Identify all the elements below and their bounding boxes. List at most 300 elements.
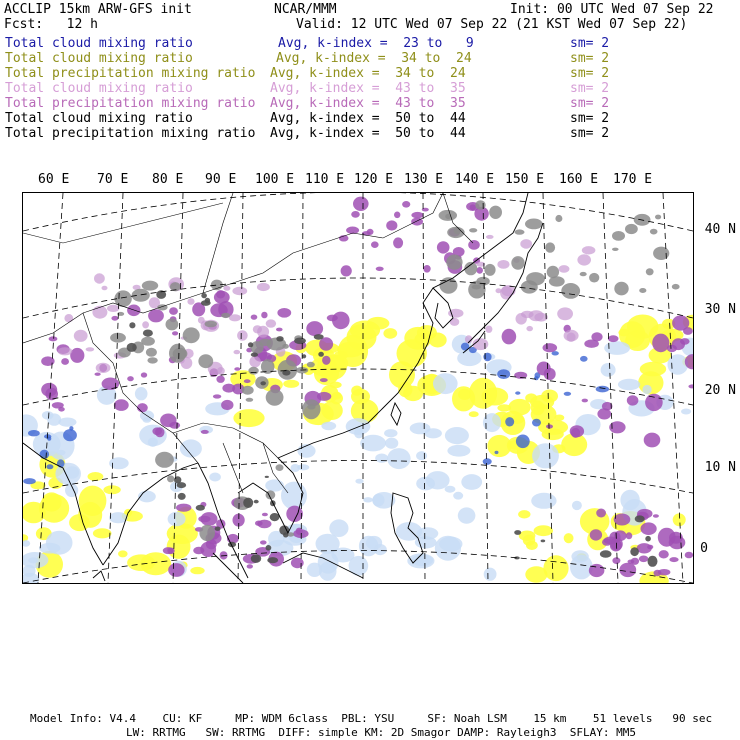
cloud-blob (653, 247, 669, 260)
cloud-blob (525, 219, 543, 230)
cloud-blob (168, 512, 186, 527)
cloud-blob (384, 429, 397, 437)
cloud-blob (497, 260, 509, 269)
cloud-blob (433, 373, 458, 394)
cloud-blob (163, 547, 174, 554)
cloud-blob (209, 473, 221, 482)
cloud-blob (234, 350, 241, 354)
cloud-blob (198, 516, 210, 523)
cloud-blob (346, 227, 359, 234)
field-avg: Avg, k-index = 43 to 35 (270, 81, 466, 96)
cloud-blob (476, 267, 483, 274)
cloud-blob (596, 509, 606, 518)
cloud-blob (655, 215, 661, 220)
latitude-label: 20 N (704, 383, 736, 398)
longitude-label: 90 E (205, 172, 237, 187)
cloud-blob (127, 343, 137, 352)
cloud-blob (23, 573, 39, 583)
cloud-blob (521, 280, 538, 293)
cloud-blob (567, 333, 576, 342)
cloud-blob (453, 492, 463, 500)
cloud-blob (564, 533, 574, 543)
latitude-label: 10 N (704, 460, 736, 475)
cloud-blob (102, 286, 108, 291)
cloud-blob (143, 417, 152, 422)
cloud-blob (187, 298, 194, 305)
cloud-blob (458, 507, 476, 523)
cloud-blob (146, 348, 157, 357)
cloud-blob (559, 265, 570, 273)
cloud-blob (485, 326, 492, 333)
center-label: NCAR/MMM (274, 2, 337, 17)
cloud-blob (266, 389, 284, 406)
cloud-blob (375, 454, 388, 463)
cloud-blob (511, 256, 524, 270)
cloud-blob (260, 381, 266, 385)
cloud-blob (307, 563, 322, 577)
cloud-blob (166, 318, 179, 330)
cloud-blob (205, 298, 210, 304)
longitude-label: 170 E (613, 172, 653, 187)
cloud-blob (205, 321, 217, 328)
cloud-blob (604, 341, 630, 355)
cloud-blob (320, 378, 328, 382)
cloud-blob (283, 380, 299, 388)
cloud-blob (276, 328, 283, 332)
cloud-blob (196, 505, 205, 511)
field-avg: Avg, k-index = 34 to 24 (276, 51, 472, 66)
longitude-label: 160 E (559, 172, 599, 187)
cloud-blob (96, 363, 111, 373)
cloud-blob (445, 486, 456, 493)
cloud-blob (555, 215, 562, 222)
field-avg: Avg, k-index = 43 to 35 (270, 96, 466, 111)
cloud-blob (137, 403, 148, 412)
cloud-blob (447, 445, 470, 457)
cloud-blob (411, 212, 423, 218)
cloud-blob (374, 544, 387, 555)
cloud-blob (248, 367, 258, 375)
field-avg: Avg, k-index = 23 to 9 (278, 36, 474, 51)
cloud-blob (307, 362, 315, 368)
field-sm: sm= 2 (570, 66, 610, 81)
cloud-blob (355, 479, 363, 484)
cloud-blob (277, 308, 291, 318)
cloud-blob (327, 315, 338, 322)
cloud-blob (645, 394, 663, 411)
cloud-blob (627, 395, 639, 405)
cloud-blob (516, 435, 530, 449)
footer-model-info: Model Info: V4.4 CU: KF MP: WDM 6class PBL: YSU SF: Noah LSM 15 km 51 levels 90 sec (30, 712, 713, 725)
cloud-blob (167, 475, 174, 482)
cloud-blob (49, 336, 58, 341)
cloud-blob (582, 246, 596, 254)
cloud-blob (262, 513, 268, 517)
cloud-blob (416, 477, 435, 491)
cloud-blob (266, 319, 276, 327)
cloud-blob (178, 493, 186, 500)
cloud-blob (198, 354, 213, 368)
cloud-blob (251, 353, 258, 357)
cloud-blob (318, 352, 324, 357)
cloud-blob (70, 348, 84, 363)
cloud-blob (111, 316, 118, 321)
cloud-blob (411, 555, 433, 566)
cloud-blob (672, 284, 680, 290)
cloud-blob (229, 314, 241, 321)
longitude-label: 140 E (455, 172, 495, 187)
cloud-blob (237, 330, 248, 341)
cloud-blob (645, 536, 651, 542)
cloud-blob (668, 354, 689, 375)
cloud-blob (221, 313, 230, 318)
cloud-blob (193, 547, 204, 554)
cloud-blob (267, 557, 278, 563)
cloud-blob (600, 550, 612, 558)
cloud-blob (543, 555, 568, 581)
cloud-blob (543, 343, 558, 352)
cloud-blob (265, 479, 284, 491)
cloud-blob (410, 423, 431, 435)
cloud-blob (291, 558, 304, 569)
cloud-blob (386, 220, 397, 230)
cloud-blob (255, 521, 263, 526)
cloud-blob (291, 464, 300, 472)
cloud-blob (23, 478, 36, 484)
cloud-blob (546, 424, 553, 428)
model-title: ACCLIP 15km ARW-GFS init (4, 2, 192, 17)
cloud-blob (242, 386, 254, 395)
cloud-blob (495, 451, 499, 454)
cloud-blob (452, 386, 475, 411)
cloud-blob (247, 564, 253, 568)
cloud-blob (683, 327, 693, 335)
cloud-blob (541, 540, 546, 543)
cloud-blob (475, 200, 485, 210)
cloud-blob (531, 493, 556, 509)
cloud-blob (505, 417, 514, 426)
cloud-blob (435, 536, 461, 561)
cloud-blob (502, 329, 517, 345)
cloud-blob (669, 557, 678, 562)
cloud-blob (142, 281, 158, 291)
cloud-blob (63, 429, 77, 441)
map-canvas (23, 193, 693, 583)
cloud-blob (172, 331, 178, 335)
cloud-blob (74, 330, 88, 342)
cloud-blob (526, 541, 538, 550)
cloud-blob (648, 556, 658, 567)
cloud-blob (601, 363, 616, 377)
cloud-blob (93, 528, 112, 538)
cloud-blob (596, 386, 609, 393)
cloud-blob (254, 500, 259, 504)
map-panel (22, 192, 694, 584)
cloud-blob (317, 392, 331, 401)
cloud-blob (484, 264, 495, 276)
cloud-blob (110, 333, 126, 343)
longitude-label: 130 E (404, 172, 444, 187)
cloud-blob (257, 283, 270, 291)
cloud-blob (537, 362, 551, 376)
cloud-blob (351, 389, 370, 404)
cloud-blob (276, 464, 284, 471)
cloud-blob (496, 288, 502, 293)
valid-time: Valid: 12 UTC Wed 07 Sep 22 (21 KST Wed 07 Sep 22) (296, 17, 688, 32)
cloud-blob (79, 486, 107, 516)
cloud-blob (582, 399, 588, 403)
cloud-blob (234, 367, 240, 371)
field-sm: sm= 2 (570, 111, 610, 126)
cloud-blob (468, 240, 480, 250)
cloud-blob (294, 338, 306, 345)
longitude-label: 120 E (354, 172, 394, 187)
cloud-blob (631, 558, 639, 565)
cloud-blob (23, 540, 30, 547)
cloud-blob (28, 430, 40, 436)
cloud-blob (580, 272, 587, 276)
cloud-blob (244, 379, 251, 383)
cloud-blob (251, 315, 258, 320)
cloud-blob (261, 312, 267, 319)
cloud-blob (278, 360, 298, 380)
cloud-blob (135, 387, 148, 400)
longitude-label: 70 E (97, 172, 129, 187)
longitude-label: 150 E (505, 172, 545, 187)
cloud-blob (216, 376, 224, 383)
cloud-blob (450, 318, 460, 326)
cloud-blob (276, 336, 283, 341)
field-name: Total cloud mixing ratio (5, 111, 193, 126)
cloud-shading (23, 197, 693, 583)
cloud-blob (619, 563, 636, 577)
cloud-blob (534, 376, 539, 380)
cloud-blob (549, 276, 565, 286)
cloud-blob (321, 422, 336, 431)
cloud-blob (107, 305, 119, 312)
cloud-blob (86, 347, 95, 351)
cloud-blob (95, 373, 101, 376)
cloud-blob (40, 450, 50, 459)
cloud-blob (484, 568, 497, 581)
cloud-blob (223, 286, 230, 291)
cloud-blob (612, 557, 620, 564)
cloud-blob (590, 529, 602, 540)
cloud-blob (174, 476, 181, 483)
cloud-blob (644, 433, 661, 448)
cloud-blob (612, 248, 619, 251)
forecast-hour: Fcst: 12 h (4, 17, 98, 32)
cloud-blob (118, 550, 128, 557)
cloud-blob (635, 515, 645, 522)
cloud-blob (155, 427, 164, 437)
cloud-blob (201, 430, 209, 434)
cloud-blob (281, 482, 307, 510)
cloud-blob (483, 353, 491, 362)
latitude-label: 0 (700, 541, 708, 556)
cloud-blob (322, 356, 330, 365)
cloud-blob (439, 210, 457, 221)
field-name: Total precipitation mixing ratio (5, 66, 256, 81)
cloud-blob (129, 322, 135, 328)
cloud-blob (169, 422, 180, 429)
longitude-label: 100 E (255, 172, 295, 187)
cloud-blob (266, 545, 272, 551)
cloud-blob (630, 547, 639, 556)
cloud-blob (94, 273, 105, 283)
cloud-blob (69, 514, 90, 531)
longitude-label: 110 E (305, 172, 345, 187)
cloud-blob (58, 347, 73, 355)
cloud-blob (383, 328, 397, 339)
cloud-blob (114, 399, 129, 411)
field-name: Total cloud mixing ratio (5, 36, 193, 51)
cloud-blob (625, 224, 638, 234)
cloud-blob (88, 472, 104, 481)
cloud-blob (437, 241, 450, 253)
cloud-blob (532, 443, 559, 468)
cloud-blob (572, 501, 582, 510)
cloud-blob (259, 339, 272, 346)
field-name: Total cloud mixing ratio (5, 51, 193, 66)
cloud-blob (515, 229, 525, 234)
cloud-blob (393, 237, 403, 248)
cloud-blob (155, 452, 174, 468)
cloud-blob (270, 513, 280, 521)
cloud-blob (346, 418, 371, 435)
cloud-blob (612, 231, 625, 241)
cloud-blob (584, 340, 599, 348)
cloud-blob (61, 358, 69, 365)
field-sm: sm= 2 (570, 96, 610, 111)
cloud-blob (387, 448, 410, 469)
cloud-blob (688, 384, 693, 388)
cloud-blob (141, 372, 147, 377)
cloud-blob (641, 522, 657, 535)
cloud-blob (652, 334, 669, 353)
latitude-label: 30 N (704, 302, 736, 317)
cloud-blob (330, 382, 342, 389)
cloud-blob (642, 385, 651, 394)
cloud-blob (376, 267, 384, 271)
cloud-blob (169, 344, 186, 363)
cloud-blob (647, 545, 653, 550)
cloud-blob (215, 527, 221, 531)
cloud-blob (402, 201, 410, 208)
cloud-blob (338, 335, 368, 367)
cloud-blob (127, 376, 134, 381)
cloud-blob (168, 563, 184, 577)
cloud-blob (404, 327, 431, 350)
cloud-blob (580, 356, 588, 362)
cloud-blob (389, 361, 415, 388)
cloud-blob (148, 309, 164, 322)
cloud-blob (190, 567, 204, 574)
cloud-blob (446, 255, 462, 270)
cloud-blob (216, 290, 225, 298)
cloud-blob (42, 492, 62, 511)
cloud-blob (52, 402, 64, 408)
cloud-blob (681, 409, 691, 415)
field-avg: Avg, k-index = 50 to 44 (270, 111, 466, 126)
cloud-blob (363, 497, 373, 502)
cloud-blob (646, 268, 654, 275)
cloud-blob (445, 427, 469, 444)
cloud-blob (520, 239, 532, 249)
cloud-blob (253, 325, 262, 333)
longitude-label: 60 E (38, 172, 70, 187)
cloud-blob (614, 282, 628, 296)
cloud-blob (46, 531, 73, 555)
field-name: Total precipitation mixing ratio (5, 96, 256, 111)
cloud-blob (526, 326, 533, 331)
cloud-blob (169, 307, 178, 315)
cloud-blob (561, 283, 580, 299)
cloud-blob (614, 514, 631, 526)
cloud-blob (367, 317, 390, 330)
cloud-blob (570, 425, 584, 437)
cloud-blob (626, 532, 633, 539)
cloud-blob (497, 404, 511, 411)
cloud-blob (307, 404, 315, 409)
cloud-blob (542, 428, 564, 440)
cloud-blob (680, 338, 690, 345)
cloud-blob (199, 525, 215, 541)
cloud-blob (183, 327, 200, 343)
cloud-blob (109, 457, 129, 469)
cloud-blob (213, 394, 221, 398)
cloud-blob (531, 401, 545, 416)
cloud-blob (132, 289, 150, 302)
cloud-blob (167, 523, 198, 544)
field-sm: sm= 2 (570, 126, 610, 141)
cloud-blob (243, 498, 253, 508)
cloud-blob (618, 379, 640, 390)
cloud-blob (469, 411, 479, 417)
cloud-blob (483, 458, 492, 465)
cloud-blob (564, 392, 571, 396)
cloud-blob (457, 350, 481, 366)
cloud-blob (143, 330, 153, 337)
field-avg: Avg, k-index = 34 to 24 (270, 66, 466, 81)
cloud-blob (58, 418, 76, 427)
cloud-blob (654, 570, 662, 576)
cloud-blob (265, 476, 269, 478)
cloud-blob (639, 288, 646, 293)
cloud-blob (198, 317, 205, 324)
cloud-blob (148, 438, 158, 447)
cloud-blob (371, 241, 379, 248)
cloud-blob (473, 338, 489, 350)
field-avg: Avg, k-index = 50 to 44 (270, 126, 466, 141)
cloud-blob (461, 474, 482, 490)
cloud-blob (147, 357, 157, 363)
cloud-blob (64, 314, 73, 322)
cloud-blob (653, 514, 659, 517)
cloud-blob (487, 435, 511, 457)
cloud-blob (201, 293, 207, 298)
cloud-blob (416, 451, 427, 460)
field-name: Total cloud mixing ratio (5, 81, 193, 96)
cloud-blob (557, 307, 573, 320)
cloud-blob (351, 211, 360, 218)
field-sm: sm= 2 (570, 36, 610, 51)
cloud-blob (233, 409, 264, 427)
cloud-blob (127, 305, 140, 317)
cloud-blob (314, 334, 324, 340)
longitude-label: 80 E (152, 172, 184, 187)
footer-physics-info: LW: RRTMG SW: RRTMG DIFF: simple KM: 2D Smagor DAMP: Rayleigh3 SFLAY: MM5 (126, 726, 636, 739)
